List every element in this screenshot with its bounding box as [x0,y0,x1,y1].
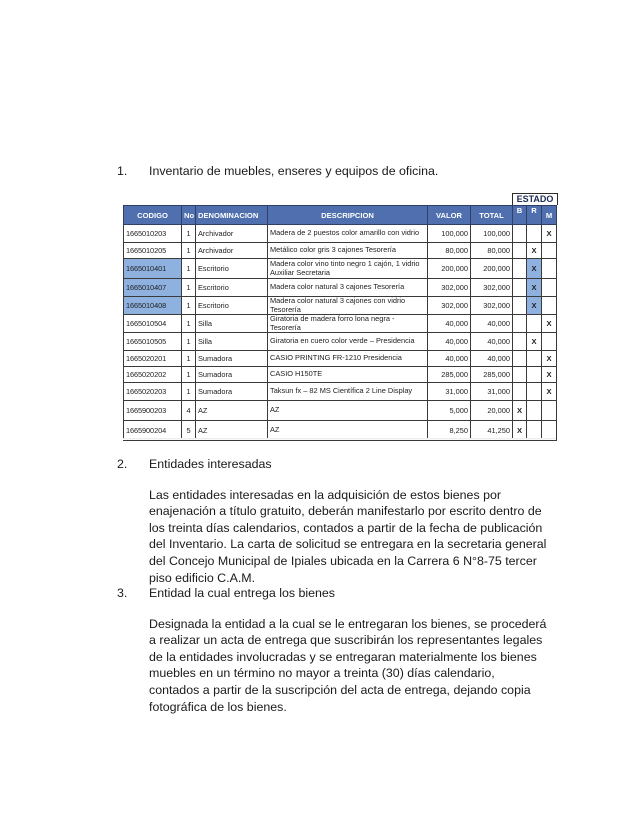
cell-estado-r: X [527,333,542,351]
cell-no: 1 [182,367,196,383]
cell-estado-m: X [542,315,557,333]
cell-estado-b [513,259,527,279]
table-row [124,367,557,383]
cell-denominacion: Silla [196,315,268,333]
cell-valor: 80,000 [428,243,471,259]
table-body [124,225,557,441]
cell-estado-m: X [542,225,557,243]
cell-descripcion: Taksun fx – 82 MS Científica 2 Line Display [268,383,428,401]
cell-estado-r [527,383,542,401]
cell-valor: 100,000 [428,225,471,243]
table-row [124,243,557,259]
cell-total: 40,000 [471,351,513,367]
estado-header: ESTADO [512,193,558,205]
cell-total: 200,000 [471,259,513,279]
cell-valor: 5,000 [428,401,471,421]
col-m: M [542,206,557,225]
cell-descripcion: Madera de 2 puestos color amarillo con vidrio [268,225,428,243]
section-2-heading [117,456,547,473]
col-denominacion: DENOMINACION [196,206,268,225]
col-r: R [527,206,542,225]
cell-valor: 8,250 [428,421,471,441]
table-row [124,225,557,243]
cell-estado-b: X [513,401,527,421]
cell-estado-b: X [513,421,527,441]
cell-descripcion: CASIO PRINTING FR-1210 Presidencia [268,351,428,367]
cell-estado-m: X [542,367,557,383]
cell-estado-b [513,225,527,243]
cell-denominacion: Escritorio [196,279,268,297]
cell-estado-m [542,333,557,351]
table-row [124,259,557,279]
cell-codigo: 1665010407 [124,279,182,297]
table-row [124,333,557,351]
cell-total: 40,000 [471,315,513,333]
cell-denominacion: Sumadora [196,351,268,367]
cell-denominacion: Escritorio [196,297,268,315]
cell-total: 100,000 [471,225,513,243]
section-1-number: 1. [117,164,128,178]
cell-codigo: 1665010205 [124,243,182,259]
cell-estado-m: X [542,383,557,401]
cell-valor: 302,000 [428,279,471,297]
cell-descripcion: Metálico color gris 3 cajones Tesorería [268,243,428,259]
cell-total: 41,250 [471,421,513,441]
cell-total: 31,000 [471,383,513,401]
cell-no: 4 [182,401,196,421]
cell-estado-r: X [527,279,542,297]
cell-estado-r [527,315,542,333]
cell-estado-m [542,259,557,279]
cell-no: 1 [182,315,196,333]
cell-no: 1 [182,351,196,367]
cell-estado-b [513,279,527,297]
col-total: TOTAL [471,206,513,225]
cell-estado-r [527,401,542,421]
section-1-title: Inventario de muebles, enseres y equipos de oficina. [149,164,439,178]
section-3-body: Designada la entidad a la cual se le entregaran los bienes, se procederá a realizar un acta de entrega que suscribirán los representantes legales de la entidades involucradas y se entregaran materialmente los bienes muebles en un término no mayor a treinta (30) días calendario, contados a partir de la suscripción del acta de entrega, dejando copia fotográfica de los bienes. [149,616,547,714]
cell-estado-b [513,243,527,259]
cell-estado-m [542,279,557,297]
table-row [124,351,557,367]
cell-denominacion: Sumadora [196,367,268,383]
cell-codigo: 1665010203 [124,225,182,243]
section-3-number: 3. [117,586,128,600]
cell-valor: 40,000 [428,333,471,351]
cell-descripcion: Madera color natural 3 cajones Tesorería [268,279,428,297]
section-2-title: Entidades interesadas [149,457,272,471]
table-bottom-edge [123,438,556,440]
cell-denominacion: Silla [196,333,268,351]
cell-total: 80,000 [471,243,513,259]
cell-total: 302,000 [471,279,513,297]
section-1-heading [117,163,547,180]
cell-denominacion: AZ [196,401,268,421]
section-2-number: 2. [117,457,128,471]
cell-total: 285,000 [471,367,513,383]
cell-codigo: 1665900204 [124,421,182,441]
cell-descripcion: Giratoria en cuero color verde – Presidencia [268,333,428,351]
col-codigo: CODIGO [124,206,182,225]
cell-no: 1 [182,279,196,297]
cell-no: 1 [182,333,196,351]
section-2-body: Las entidades interesadas en la adquisición de estos bienes por enajenación a título gratuito, deberán manifestarlo por escrito dentro de los treinta días calendarios, contados a partir de la fecha de publicación del Inventario. La carta de solicitud se entregara en la secretaria general del Concejo Municipal de Ipiales ubicada en la Carrera 6 N°8-75 tercer piso edificio C.A.M. [149,487,547,585]
cell-codigo: 1665010504 [124,315,182,333]
cell-estado-r [527,225,542,243]
cell-descripcion: AZ [268,421,428,441]
section-2 [117,456,547,586]
cell-estado-b [513,297,527,315]
cell-codigo: 1665010401 [124,259,182,279]
cell-descripcion: Madera color vino tinto negro 1 cajón, 1 vidrio Auxiliar Secretaria [268,259,428,279]
cell-total: 20,000 [471,401,513,421]
cell-valor: 285,000 [428,367,471,383]
cell-no: 1 [182,243,196,259]
cell-estado-m [542,243,557,259]
cell-no: 1 [182,297,196,315]
cell-denominacion: Archivador [196,225,268,243]
cell-estado-r [527,351,542,367]
cell-valor: 40,000 [428,315,471,333]
cell-descripcion: CASIO H150TE [268,367,428,383]
inventory-table [123,205,557,441]
cell-total: 302,000 [471,297,513,315]
cell-denominacion: AZ [196,421,268,441]
section-3-heading [117,585,547,602]
cell-estado-b [513,351,527,367]
cell-codigo: 1665010505 [124,333,182,351]
cell-estado-b [513,383,527,401]
cell-estado-b [513,315,527,333]
cell-denominacion: Sumadora [196,383,268,401]
cell-denominacion: Escritorio [196,259,268,279]
cell-estado-r: X [527,297,542,315]
cell-codigo: 1665020202 [124,367,182,383]
cell-no: 1 [182,383,196,401]
cell-denominacion: Archivador [196,243,268,259]
cell-estado-r: X [527,243,542,259]
cell-estado-r: X [527,259,542,279]
col-valor: VALOR [428,206,471,225]
table-row [124,297,557,315]
table-row [124,401,557,421]
cell-estado-b [513,367,527,383]
inventory-table-image [123,193,556,438]
cell-codigo: 1665020203 [124,383,182,401]
table-row [124,279,557,297]
table-row [124,383,557,401]
cell-estado-m [542,401,557,421]
col-b: B [513,206,527,225]
cell-valor: 302,000 [428,297,471,315]
cell-codigo: 1665900203 [124,401,182,421]
cell-estado-m: X [542,351,557,367]
section-1 [117,163,547,180]
cell-no: 5 [182,421,196,441]
section-3 [117,585,547,715]
cell-estado-m [542,297,557,315]
cell-total: 40,000 [471,333,513,351]
cell-valor: 200,000 [428,259,471,279]
cell-no: 1 [182,259,196,279]
section-3-title: Entidad la cual entrega los bienes [149,586,335,600]
cell-estado-b [513,333,527,351]
cell-descripcion: Giratoria de madera forro lona negra - Tesorería [268,315,428,333]
cell-codigo: 1665020201 [124,351,182,367]
table-row [124,315,557,333]
cell-no: 1 [182,225,196,243]
table-header-row [124,206,557,225]
col-no: No [182,206,196,225]
cell-valor: 40,000 [428,351,471,367]
cell-estado-r [527,367,542,383]
col-descripcion: DESCRIPCION [268,206,428,225]
cell-codigo: 1665010408 [124,297,182,315]
cell-descripcion: AZ [268,401,428,421]
cell-descripcion: Madera color natural 3 cajones con vidrio Tesorería [268,297,428,315]
cell-valor: 31,000 [428,383,471,401]
